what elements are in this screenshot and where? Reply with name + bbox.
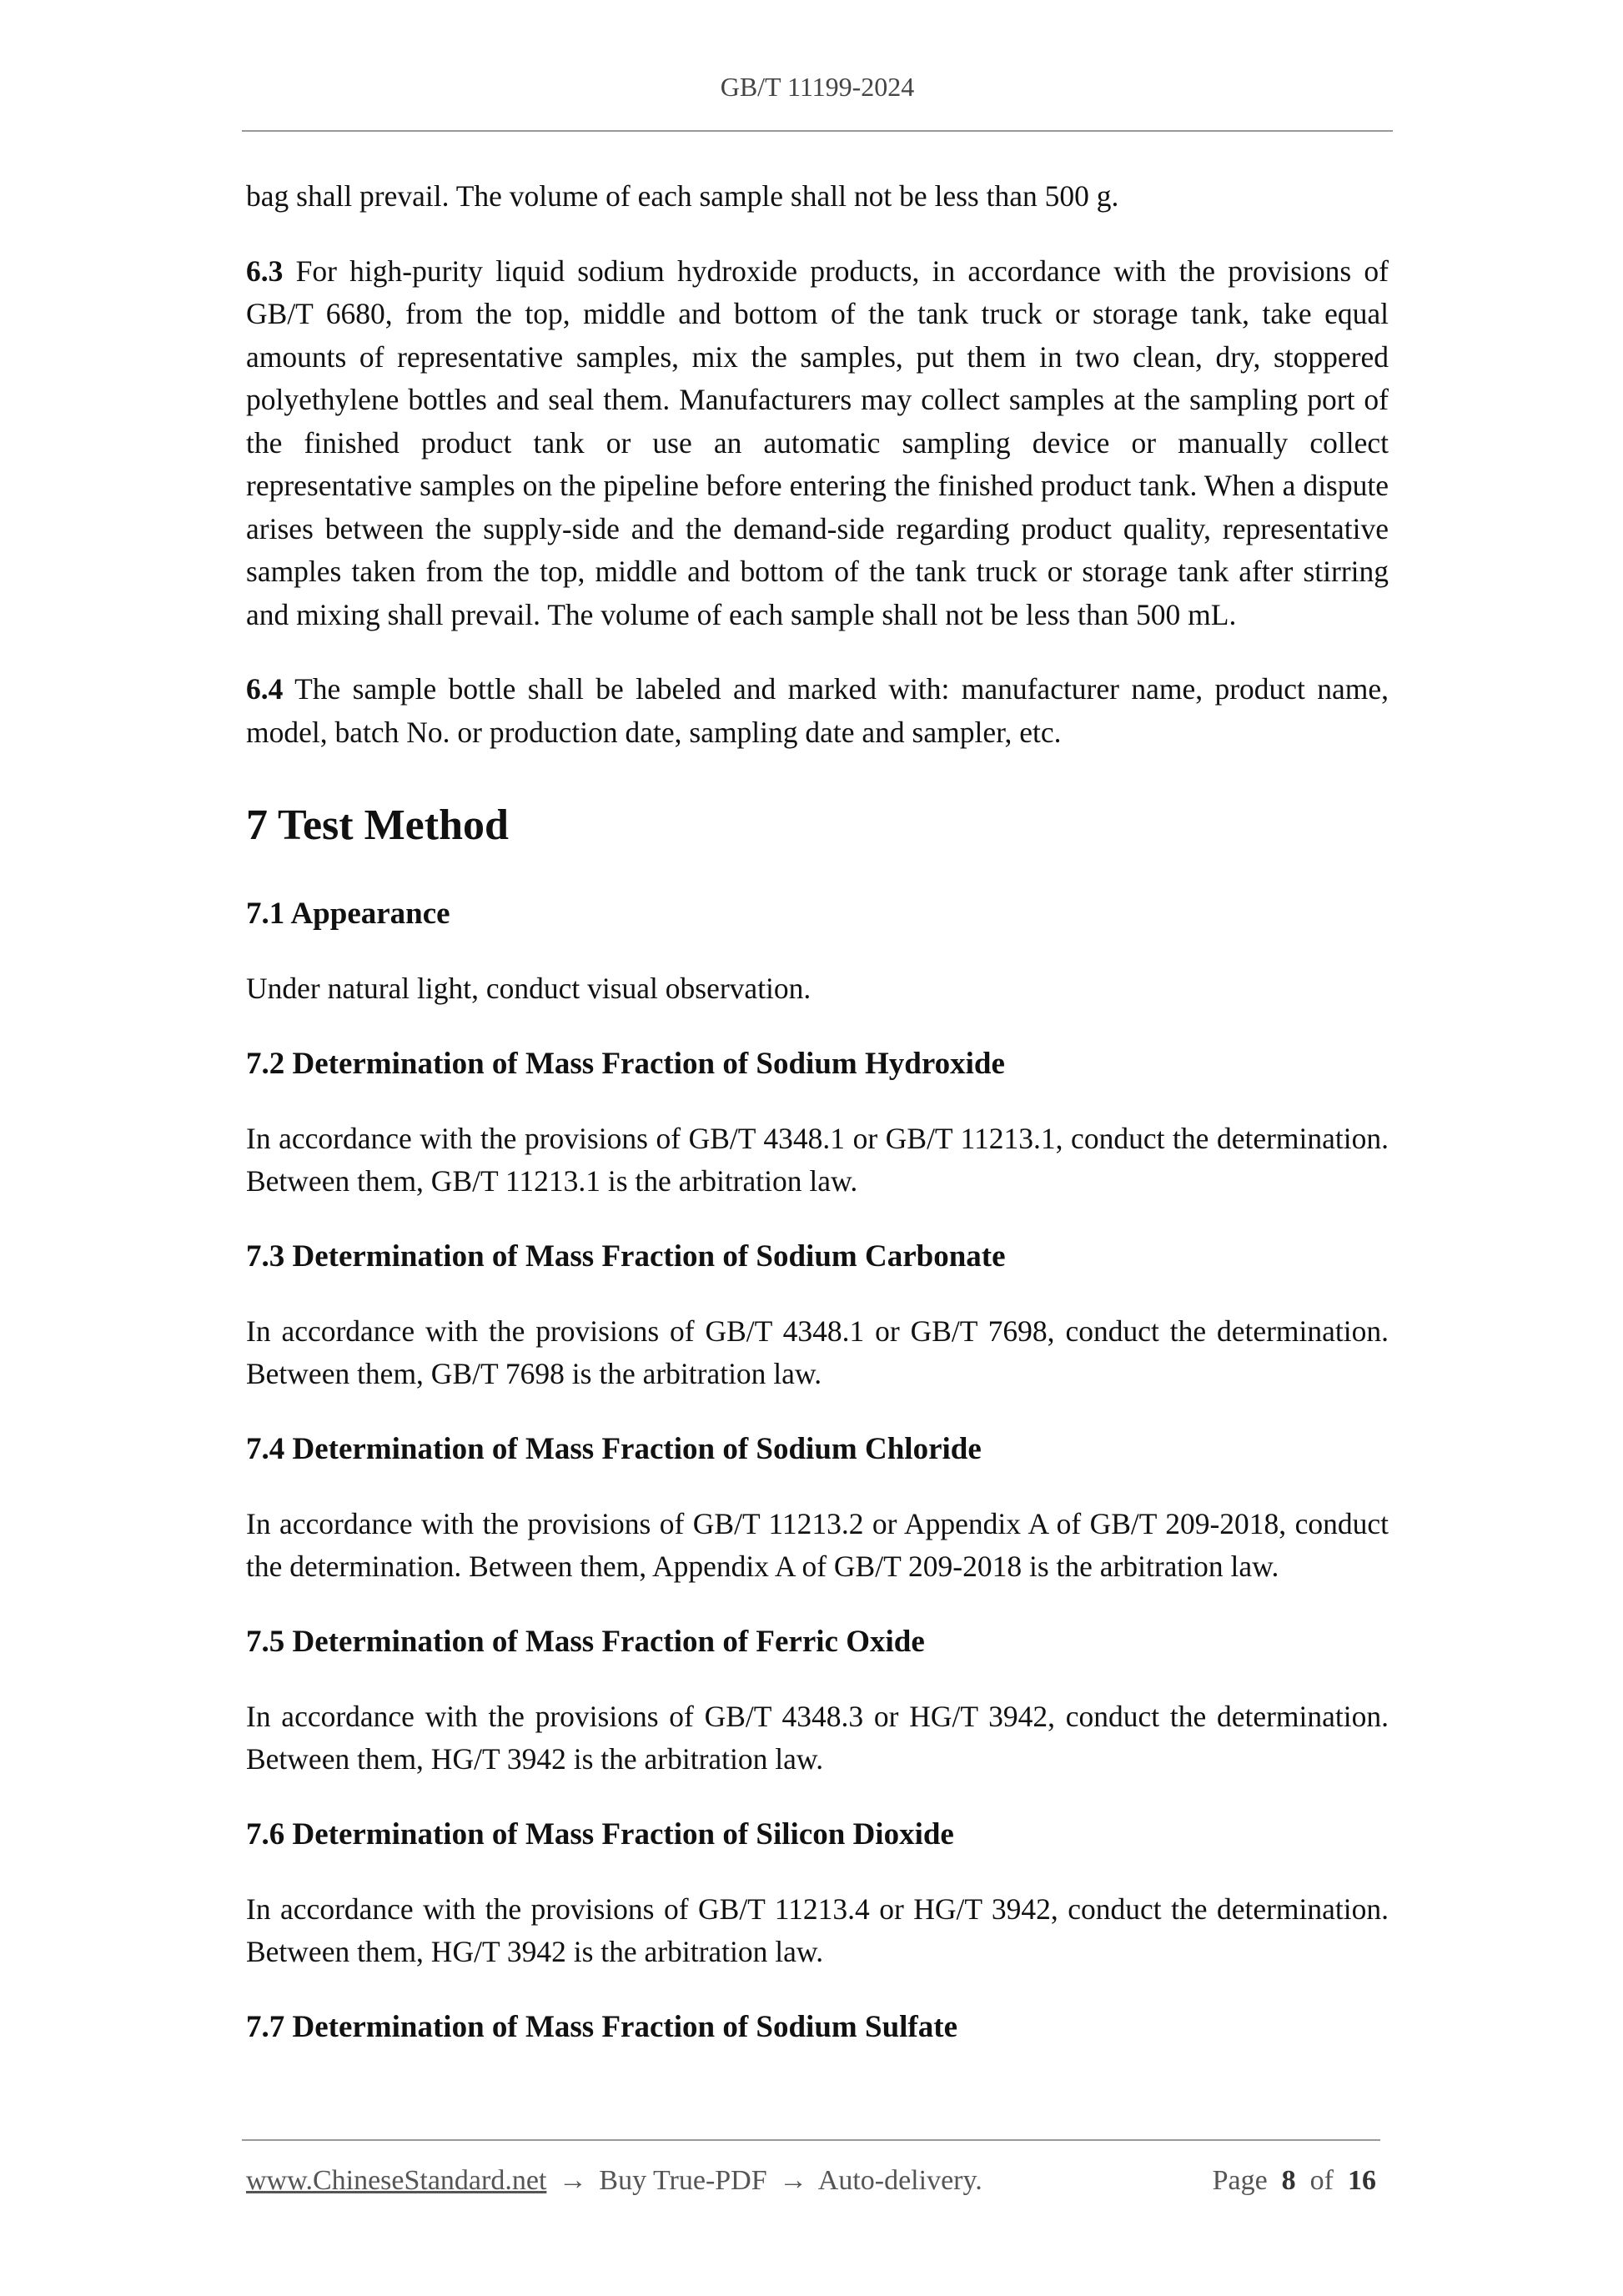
page-label: Page	[1212, 2165, 1268, 2196]
section-7-3-text: In accordance with the provisions of GB/T 4348.1 or GB/T 7698, conduct the determination. Between them, GB/T 7698 is the arbitration law.	[246, 1314, 1389, 1390]
clause-6-3-number: 6.3	[246, 254, 284, 288]
section-7-3-heading: 7.3 Determination of Mass Fraction of Sodium Carbonate	[246, 1238, 1006, 1274]
clause-6-4-number: 6.4	[246, 672, 284, 706]
arrow-right-icon: →	[779, 2165, 808, 2196]
section-7-4-heading: 7.4 Determination of Mass Fraction of Sodium Chloride	[246, 1431, 982, 1466]
page-header-standard-code: GB/T 11199-2024	[720, 72, 915, 102]
total-pages: 16	[1348, 2165, 1376, 2196]
arrow-right-icon: →	[558, 2165, 587, 2196]
footer-promo	[246, 2165, 982, 2197]
clause-6-3-text: For high-purity liquid sodium hydroxide products, in accordance with the provisions of GB/T 6680, from the top, middle and bottom of the tank truck or storage tank, take equal amounts of representative samples, mix the samples, put them in two clean, dry, stoppered polyethylene bottles and seal them. Manufacturers may collect samples at the sampling port of the finished product tank or use an automatic sampling device or manually collect representative samples on the pipeline before entering the finished product tank. When a dispute arises between the supply-side and the demand-side regarding product quality, representative samples taken from the top, middle and bottom of the tank truck or storage tank after stirring and mixing shall prevail. The volume of each sample shall not be less than 500 mL.	[246, 254, 1389, 631]
footer-site-link[interactable]: www.ChineseStandard.net	[246, 2165, 547, 2196]
section-7-2-heading: 7.2 Determination of Mass Fraction of Sodium Hydroxide	[246, 1046, 1005, 1081]
footer-buy-text: Buy True-PDF	[599, 2165, 767, 2196]
clause-6-4-text: The sample bottle shall be labeled and marked with: manufacturer name, product name, model, batch No. or production date, sampling date and sampler, etc.	[246, 672, 1389, 749]
footer-divider	[242, 2139, 1380, 2141]
section-7-6-heading: 7.6 Determination of Mass Fraction of Silicon Dioxide	[246, 1816, 954, 1851]
section-7-6-text: In accordance with the provisions of GB/T 11213.4 or HG/T 3942, conduct the determination. Between them, HG/T 3942 is the arbitration law.	[246, 1892, 1389, 1968]
section-7-7-heading: 7.7 Determination of Mass Fraction of Sodium Sulfate	[246, 2009, 957, 2044]
section-7-4-text: In accordance with the provisions of GB/T 11213.2 or Appendix A of GB/T 209-2018, conduct the determination. Between them, Appendix A of GB/T 209-2018 is the arbitration law.	[246, 1506, 1389, 1583]
header-divider	[242, 130, 1393, 132]
current-page: 8	[1281, 2165, 1296, 2196]
footer-delivery-text: Auto-delivery.	[817, 2165, 982, 2196]
section-7-1-heading: 7.1 Appearance	[246, 897, 450, 931]
section-7-5-text: In accordance with the provisions of GB/T 4348.3 or HG/T 3942, conduct the determination. Between them, HG/T 3942 is the arbitration law.	[246, 1699, 1389, 1776]
section-7-1-text: Under natural light, conduct visual observation.	[246, 972, 812, 1005]
page-number	[1213, 2165, 1376, 2197]
section-7-2-text: In accordance with the provisions of GB/T 4348.1 or GB/T 11213.1, conduct the determination. Between them, GB/T 11213.1 is the arbitration law.	[246, 1121, 1389, 1198]
section-7-5-heading: 7.5 Determination of Mass Fraction of Ferric Oxide	[246, 1624, 925, 1659]
clause-6-3	[246, 250, 1389, 637]
document-body	[246, 175, 1389, 2049]
paragraph-continuation: bag shall prevail. The volume of each sample shall not be less than 500 g.	[246, 179, 1119, 213]
section-7-heading: 7 Test Method	[246, 801, 509, 849]
of-label: of	[1309, 2165, 1334, 2196]
clause-6-4	[246, 668, 1389, 754]
